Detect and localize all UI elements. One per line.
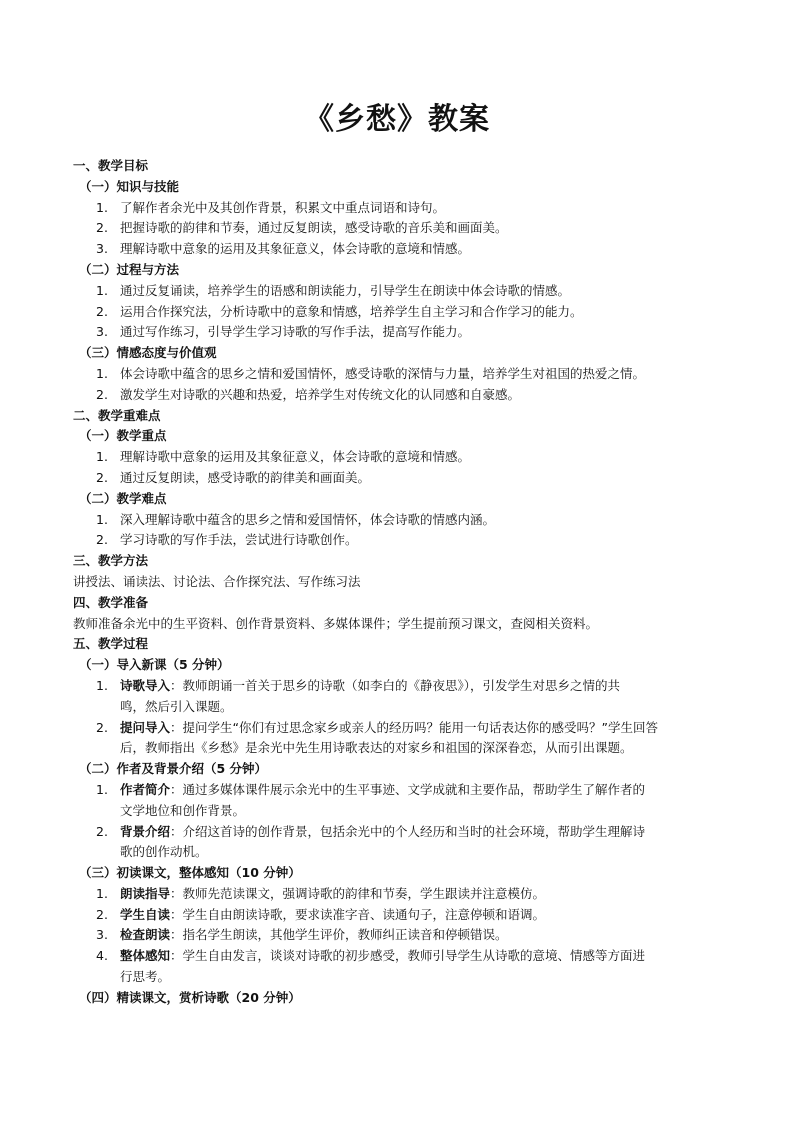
list-number: 3. <box>96 927 108 943</box>
list-item <box>73 364 733 385</box>
list-item <box>73 322 733 343</box>
list-text: 理解诗歌中意象的运用及其象征意义，体会诗歌的意境和情感。 <box>120 241 471 257</box>
list-item <box>73 718 733 739</box>
section-heading: 三、教学方法 <box>73 553 149 569</box>
list-text: 通过反复诵读，培养学生的语感和朗读能力，引导学生在朗读中体会诗歌的情感。 <box>120 282 571 298</box>
subsection-heading: （二）作者及背景介绍（5 分钟） <box>79 761 268 777</box>
list-term: 朗读指导 <box>120 885 171 901</box>
list-text: ：指名学生朗读，其他学生评价，教师纠正读音和停顿错误。 <box>170 927 508 943</box>
list-item <box>73 447 733 468</box>
subsection-heading: （二）过程与方法 <box>79 261 180 277</box>
subsection-heading: （一）教学重点 <box>79 428 167 444</box>
subsection-heading: （三）初读课文，整体感知（10 分钟） <box>79 865 301 881</box>
paragraph: 教师准备余光中的生平资料、创作背景资料、多媒体课件；学生提前预习课文，查阅相关资料。 <box>73 615 599 631</box>
list-text: ：提问学生“你们有过思念家乡或亲人的经历吗？能用一句话表达你的感受吗？”学生回答 <box>170 719 658 735</box>
subsection-heading: （二）教学难点 <box>79 490 167 506</box>
list-text: ：教师先范读课文，强调诗歌的韵律和节奏，学生跟读并注意模仿。 <box>170 885 546 901</box>
list-item <box>73 281 733 302</box>
document-body <box>73 156 733 1009</box>
list-continuation: 文学地位和创作背景。 <box>120 802 246 818</box>
list-term: 作者简介 <box>120 781 171 797</box>
list-text: 深入理解诗歌中蕴含的思乡之情和爱国情怀，体会诗歌的情感内涵。 <box>120 511 496 527</box>
list-text: 运用合作探究法，分析诗歌中的意象和情感，培养学生自主学习和合作学习的能力。 <box>120 303 583 319</box>
list-item <box>73 884 733 905</box>
list-number: 1. <box>96 365 108 381</box>
list-text: 理解诗歌中意象的运用及其象征意义，体会诗歌的意境和情感。 <box>120 449 471 465</box>
list-number: 2. <box>96 532 108 548</box>
list-text: ：介绍这首诗的创作背景，包括余光中的个人经历和当时的社会环境，帮助学生理解诗 <box>170 823 646 839</box>
list-item <box>73 530 733 551</box>
list-term: 背景介绍 <box>120 823 171 839</box>
list-number: 1. <box>96 449 108 465</box>
list-number: 2. <box>96 220 108 236</box>
list-number: 2. <box>96 906 108 922</box>
list-item <box>73 385 733 406</box>
section-heading: 一、教学目标 <box>73 158 149 173</box>
list-item <box>73 925 733 946</box>
list-item <box>73 780 733 801</box>
list-number: 2. <box>96 823 108 839</box>
list-item <box>73 905 733 926</box>
list-text: ：学生自由发言，谈谈对诗歌的初步感受，教师引导学生从诗歌的意境、情感等方面进 <box>170 948 646 964</box>
list-text: 体会诗歌中蕴含的思乡之情和爱国情怀，感受诗歌的深情与力量，培养学生对祖国的热爱之情。 <box>120 365 646 381</box>
list-number: 2. <box>96 469 108 485</box>
section-heading: 二、教学重难点 <box>73 407 161 423</box>
list-text: 学习诗歌的写作手法，尝试进行诗歌创作。 <box>120 532 358 548</box>
list-number: 1. <box>96 511 108 527</box>
subsection-heading: （四）精读课文，赏析诗歌（20 分钟） <box>79 989 301 1005</box>
list-number: 1. <box>96 282 108 298</box>
list-item <box>73 468 733 489</box>
document-title: 《乡愁》教案 <box>304 102 490 137</box>
list-term: 提问导入 <box>120 719 171 735</box>
list-continuation: 行思考。 <box>120 969 171 985</box>
list-number: 4. <box>96 948 108 964</box>
list-item <box>73 198 733 219</box>
list-text: 通过反复朗读，感受诗歌的韵律美和画面美。 <box>120 469 371 485</box>
list-number: 1. <box>96 781 108 797</box>
list-number: 2. <box>96 719 108 735</box>
list-item <box>73 510 733 531</box>
subsection-heading: （一）知识与技能 <box>79 178 180 194</box>
list-text: ：通过多媒体课件展示余光中的生平事迹、文学成就和主要作品，帮助学生了解作者的 <box>170 781 646 797</box>
list-item <box>73 822 733 843</box>
list-text: ：学生自由朗读诗歌，要求读准字音、读通句子，注意停顿和语调。 <box>170 906 546 922</box>
list-text: 激发学生对诗歌的兴趣和热爱，培养学生对传统文化的认同感和自豪感。 <box>120 386 521 402</box>
list-term: 整体感知 <box>120 948 171 964</box>
paragraph: 讲授法、诵读法、讨论法、合作探究法、写作练习法 <box>73 573 361 589</box>
list-item <box>73 946 733 967</box>
list-number: 1. <box>96 199 108 215</box>
list-continuation: 鸣，然后引入课题。 <box>120 698 233 714</box>
list-number: 3. <box>96 241 108 257</box>
list-number: 2. <box>96 303 108 319</box>
list-term: 诗歌导入 <box>120 677 171 693</box>
list-text: 把握诗歌的韵律和节奏，通过反复朗读，感受诗歌的音乐美和画面美。 <box>120 220 508 236</box>
list-number: 1. <box>96 677 108 693</box>
list-text: 通过写作练习，引导学生学习诗歌的写作手法，提高写作能力。 <box>120 324 471 340</box>
list-item <box>73 302 733 323</box>
list-item <box>73 676 733 697</box>
list-number: 1. <box>96 885 108 901</box>
list-text: 了解作者余光中及其创作背景，积累文中重点词语和诗句。 <box>120 199 446 215</box>
section-heading: 四、教学准备 <box>73 594 149 610</box>
list-item <box>73 239 733 260</box>
list-continuation: 歌的创作动机。 <box>120 844 208 860</box>
subsection-heading: （三）情感态度与价值观 <box>79 345 217 361</box>
list-text: ：教师朗诵一首关于思乡的诗歌（如李白的《静夜思》），引发学生对思乡之情的共 <box>170 677 621 693</box>
list-number: 3. <box>96 324 108 340</box>
subsection-heading: （一）导入新课（5 分钟） <box>79 657 230 673</box>
list-continuation: 后，教师指出《乡愁》是余光中先生用诗歌表达的对家乡和祖国的深深眷恋，从而引出课题。 <box>120 740 633 756</box>
section-heading: 五、教学过程 <box>73 636 149 652</box>
list-item <box>73 218 733 239</box>
list-number: 2. <box>96 386 108 402</box>
list-term: 检查朗读 <box>120 927 171 943</box>
list-term: 学生自读 <box>120 906 171 922</box>
